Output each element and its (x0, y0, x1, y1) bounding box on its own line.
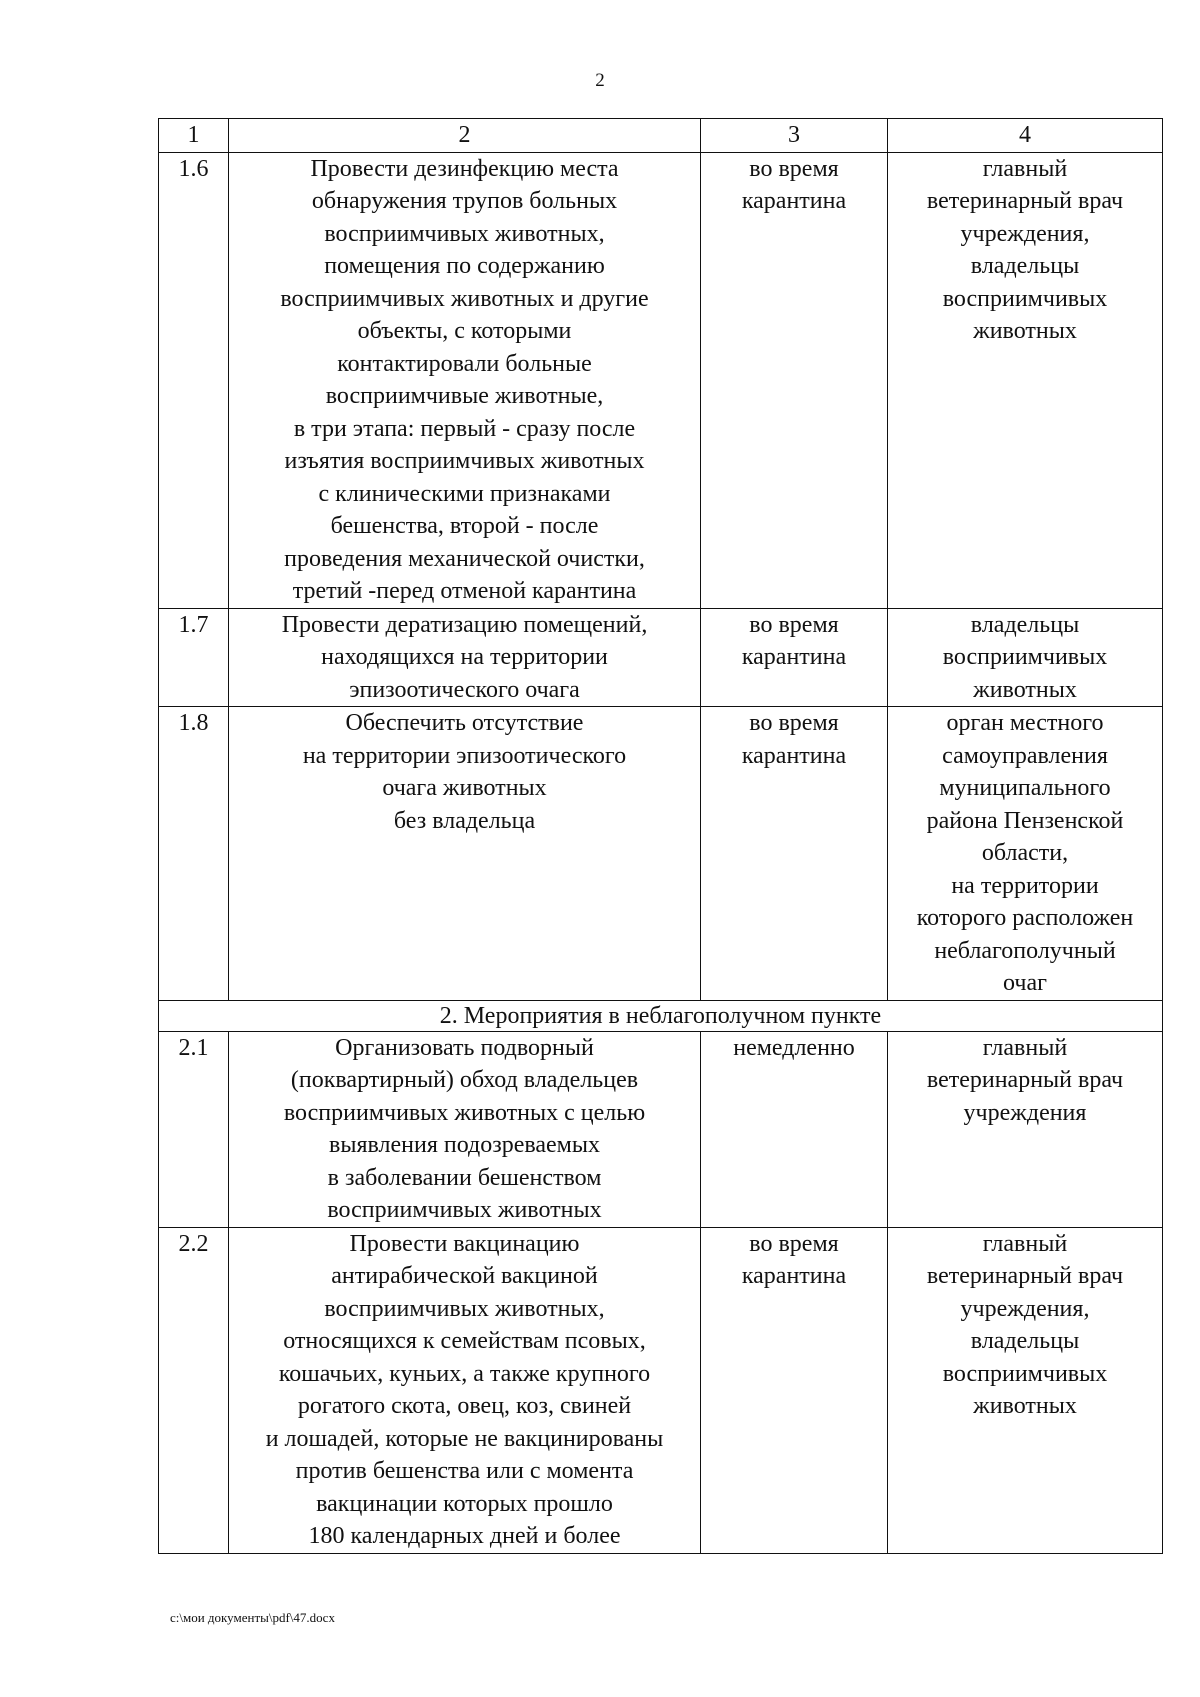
page-number: 2 (595, 70, 605, 91)
column-header: 4 (888, 119, 1163, 153)
column-header: 1 (159, 119, 229, 153)
table-row (159, 707, 1163, 1001)
row-action: Организовать подворный (поквартирный) обход владельцев восприимчивых животных с целью выявления подозреваемых в заболевании бешенством восприимчивых животных (229, 1031, 701, 1227)
file-path-footer: c:\мои документы\pdf\47.docx (170, 1610, 335, 1625)
row-deadline: во время карантина (701, 152, 888, 608)
column-header: 2 (229, 119, 701, 153)
row-responsible: главный ветеринарный врач учреждения, владельцы восприимчивых животных (888, 1227, 1163, 1553)
measures-table (158, 118, 1163, 1554)
row-responsible: главный ветеринарный врач учреждения (888, 1031, 1163, 1227)
row-action: Провести дезинфекцию места обнаружения трупов больных восприимчивых животных, помещения по содержанию восприимчивых животных и другие объекты, с которыми контактировали больные восприимчивые животные, в три этапа: первый - сразу после изъятия восприимчивых животных с клиническими признаками бешенства, второй - после проведения механической очистки, третий -перед отменой карантина (229, 152, 701, 608)
row-deadline: во время карантина (701, 1227, 888, 1553)
row-deadline: немедленно (701, 1031, 888, 1227)
table-row (159, 152, 1163, 608)
row-number: 1.7 (159, 608, 229, 707)
table-row (159, 1031, 1163, 1227)
row-responsible: главный ветеринарный врач учреждения, владельцы восприимчивых животных (888, 152, 1163, 608)
row-deadline: во время карантина (701, 608, 888, 707)
row-action: Провести дератизацию помещений, находящихся на территории эпизоотического очага (229, 608, 701, 707)
row-number: 1.6 (159, 152, 229, 608)
row-action: Обеспечить отсутствие на территории эпизоотического очага животных без владельца (229, 707, 701, 1001)
table-header-row (159, 119, 1163, 153)
section-title: 2. Мероприятия в неблагополучном пункте (159, 1000, 1163, 1031)
section-row (159, 1000, 1163, 1031)
table-row (159, 608, 1163, 707)
table-row (159, 1227, 1163, 1553)
row-deadline: во время карантина (701, 707, 888, 1001)
row-action: Провести вакцинацию антирабической вакциной восприимчивых животных, относящихся к семействам псовых, кошачьих, куньих, а также крупного рогатого скота, овец, коз, свиней и лошадей, которые не вакцинированы против бешенства или с момента вакцинации которых прошло 180 календарных дней и более (229, 1227, 701, 1553)
column-header: 3 (701, 119, 888, 153)
row-responsible: владельцы восприимчивых животных (888, 608, 1163, 707)
row-number: 2.1 (159, 1031, 229, 1227)
row-responsible: орган местного самоуправления муниципального района Пензенской области, на территории которого расположен неблагополучный очаг (888, 707, 1163, 1001)
row-number: 2.2 (159, 1227, 229, 1553)
row-number: 1.8 (159, 707, 229, 1001)
